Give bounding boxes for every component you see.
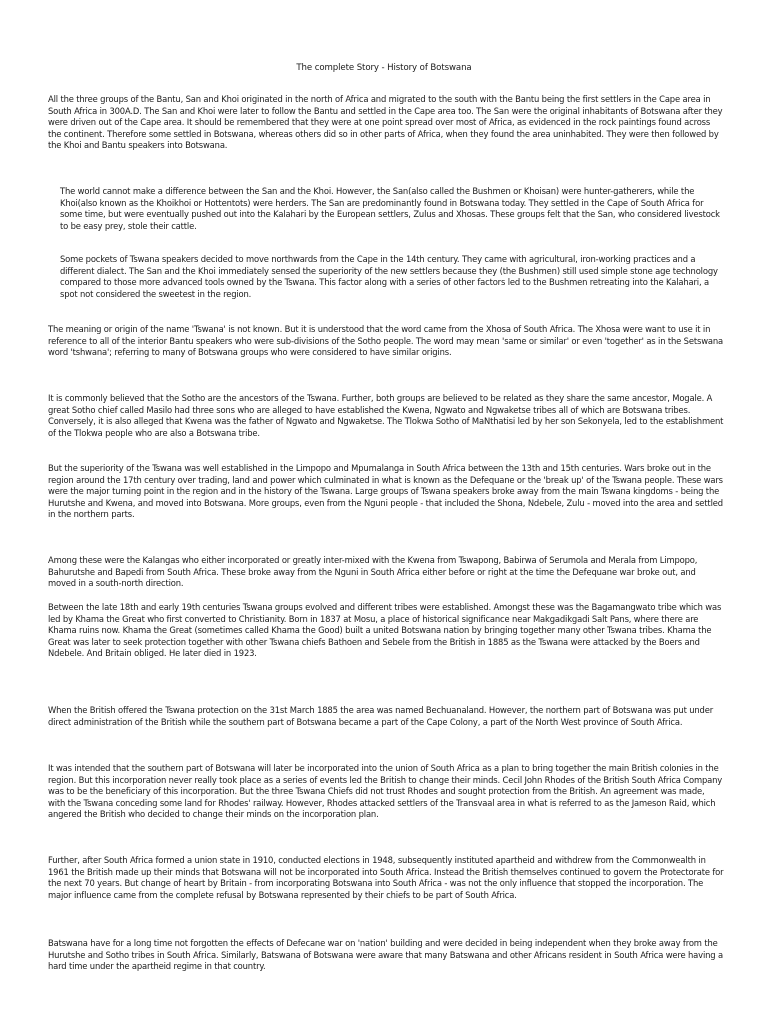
paragraph-sotho-ancestry: It is commonly believed that the Sotho are the ancestors of the Tswana. Further, both groups are believed to be related as they share the same ancestor, Mogale. A great Sotho chief called Masilo had three sons who are alleged to have established the Kwena, Ngwato and Ngwaketse tribes all of which are Botswana tribes. Conversely, it is also alleged that Kwena was the father of Ngwato and Ngwaketse. The Tlokwa Sotho of MaNthatisi led by her son Sekonyela, led to the establishment of the Tlokwa people who are also a Botswana tribe. (48, 393, 724, 438)
document-title: The complete Story - History of Botswana (296, 63, 472, 73)
paragraph-protectorate: When the British offered the Tswana protection on the 31st March 1885 the area was named Bechuanaland. However, the northern part of Botswana was put under direct administration of the British while the southern part of Botswana became a part of the Cape Colony, a part of the North West province of South Africa. (48, 705, 714, 727)
paragraph-union-state: Further, after South Africa formed a union state in 1910, conducted elections in 1948, subsequently instituted apartheid and withdrew from the Commonwealth in 1961 the British made up their minds that Botswana will not be incorporated into South Africa. Instead the British themselves continued to govern the Protectorate for the next 70 years. But change of heart by Britain - from incorporating Botswana into South Africa - was not the only influence that stopped the incorporation. The major influence came from the complete refusal by Botswana represented by their chiefs to be part of South Africa. (48, 855, 724, 900)
paragraph-incorporation: It was intended that the southern part of Botswana will later be incorporated into the union of South Africa as a plan to bring together the main British colonies in the region. But this incorporation never really took place as a series of events led the British to change their minds. Cecil John Rhodes of the British South Africa Company was to be the beneficiary of this incorporation. But the three Tswana Chiefs did not trust Rhodes and sought protection from the British. An agreement was made, with the Tswana conceding some land for Rhodes' railway. However, Rhodes attacked settlers of the Transvaal area in what is referred to as the Jameson Raid, which angered the British who decided to change their minds on the incorporation plan. (48, 763, 723, 820)
paragraph-origins: All the three groups of the Bantu, San and Khoi originated in the north of Africa and migrated to the south with the Bantu being the first settlers in the Cape area in South Africa in 300A.D. The San and Khoi were later to follow the Bantu and settled in the Cape area too. The San were the original inhabitants of Botswana after they were driven out of the Cape area. It should be remembered that they were at one point spread over most of Africa, as evidenced in the rock paintings found across the continent. Therefore some settled in Botswana, whereas others did so in other parts of Africa, when they found the area uninhabited. They were then followed by the Khoi and Bantu speakers into Botswana. (48, 94, 723, 151)
paragraph-defequane: But the superiority of the Tswana was well established in the Limpopo and Mpumalanga in South Africa between the 13th and 15th centuries. Wars broke out in the region around the 17th century over trading, land and power which culminated in what is known as the Defequane or the 'break up' of the Tswana people. These wars were the major turning point in the region and in the history of the Tswana. Large groups of Tswana speakers broke away from the main Tswana kingdoms - being the Hurutshe and Kwena, and moved into Botswana. More groups, even from the Nguni people - that included the Shona, Ndebele, Zulu - moved into the area and settled in the northern parts. (48, 463, 723, 520)
paragraph-khama: Between the late 18th and early 19th centuries Tswana groups evolved and different tribes were established. Amongst these was the Bagamangwato tribe which was led by Khama the Great who first converted to Christianity. Born in 1837 at Mosu, a place of historical significance near Makgadikgadi Salt Pans, where there are Khama ruins now. Khama the Great (sometimes called Khama the Good) built a united Botswana nation by bringing together many other Tswana tribes. Khama the Great was later to seek protection together with other Tswana chiefs Bathoen and Sebele from the British in 1885 as the Tswana were attacked by the Boers and Ndebele. And Britain obliged. He later died in 1923. (48, 602, 722, 659)
paragraph-name-meaning: The meaning or origin of the name 'Tswana' is not known. But it is understood that the word came from the Xhosa of South Africa. The Xhosa were want to use it in reference to all of the interior Bantu speakers who were sub-divisions of the Sotho people. The word may mean 'same or similar' or even 'together' as in the Setswana word 'tshwana'; referring to many of Botswana groups who were considered to have similar origins. (48, 324, 724, 358)
paragraph-tswana-migration: Some pockets of Tswana speakers decided to move northwards from the Cape in the 14th century. They came with agricultural, iron-working practices and a different dialect. The San and the Khoi immediately sensed the superiority of the new settlers because they (the Bushmen) still used simple stone age technology compared to those more advanced tools owned by the Tswana. This factor along with a series of other factors led to the Bushmen retreating into the Kalahari, a spot not considered the sweetest in the region. (60, 254, 718, 299)
paragraph-san-khoi: The world cannot make a difference between the San and the Khoi. However, the San(also called the Bushmen or Khoisan) were hunter-gatherers, while the Khoi(also known as the Khoikhoi or Hottentots) were herders. The San are predominantly found in Botswana today. They settled in the Cape of South Africa for some time, but were eventually pushed out into the Kalahari by the European settlers, Zulus and Xhosas. These groups felt that the San, who considered livestock to be easy prey, stole their cattle. (60, 186, 720, 231)
paragraph-kalangas: Among these were the Kalangas who either incorporated or greatly inter-mixed with the Kwena from Tswapong, Babirwa of Serumola and Merala from Limpopo, Bahurutshe and Bapedi from South Africa. These broke away from the Nguni in South Africa either before or right at the time the Defequane war broke out, and moved in a south-north direction. (48, 555, 698, 589)
paragraph-independence: Batswana have for a long time not forgotten the effects of Defecane war on 'nation' building and were decided in being independent when they broke away from the Hurutshe and Sotho tribes in South Africa. Similarly, Batswana of Botswana were aware that many Batswana and other Africans resident in South Africa were having a hard time under the apartheid regime in that country. (48, 938, 723, 972)
